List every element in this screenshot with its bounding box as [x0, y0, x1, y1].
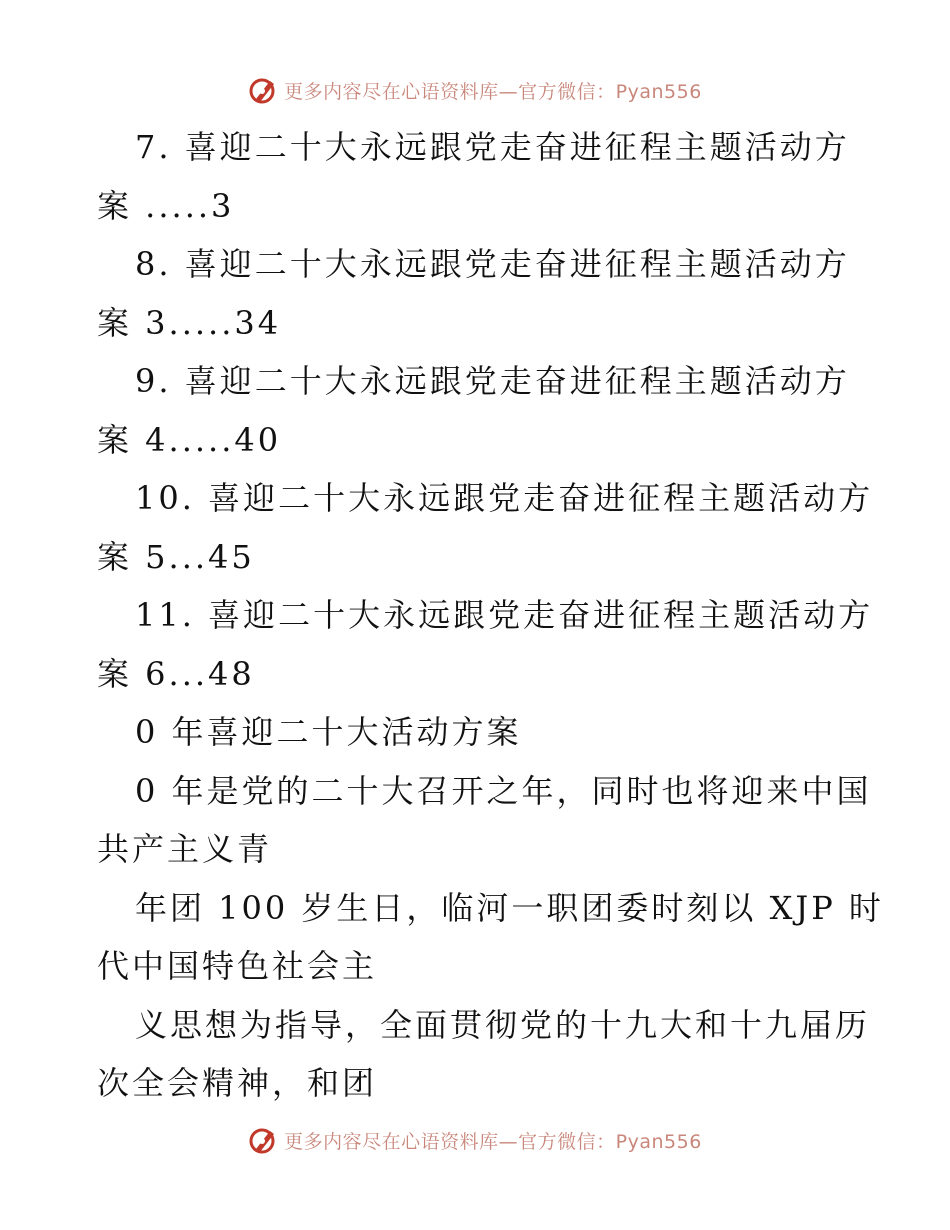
footer-banner	[0, 1120, 950, 1160]
text-line: 0 年是党的二十大召开之年，同时也将迎来中国	[135, 771, 872, 810]
pen-logo-icon	[248, 75, 278, 105]
text-line: 代中国特色社会主	[97, 947, 378, 985]
text-line: 8. 喜迎二十大永远跟党走奋进征程主题活动方	[135, 245, 850, 283]
text-line: 11. 喜迎二十大永远跟党走奋进征程主题活动方	[135, 596, 874, 634]
text-line: 年团 100 岁生日，临河一职团委时刻以 XJP 时	[135, 888, 884, 927]
pen-logo-icon	[248, 1125, 278, 1155]
text-line: 次全会精神，和团	[97, 1064, 378, 1102]
text-line: 案 3.....34	[97, 303, 282, 342]
footer-text: 更多内容尽在心语资料库—官方微信：Pyan556	[284, 1130, 702, 1153]
text-line: 共产主义青	[97, 830, 273, 868]
header-text: 更多内容尽在心语资料库—官方微信：Pyan556	[284, 80, 702, 103]
text-line: 7. 喜迎二十大永远跟党走奋进征程主题活动方	[135, 128, 850, 166]
text-line: 案 5...45	[97, 537, 255, 576]
text-line: 义思想为指导，全面贯彻党的十九大和十九届历	[135, 1005, 871, 1044]
text-line: 案 .....3	[97, 186, 235, 225]
document-body	[97, 118, 884, 1113]
header-banner	[0, 70, 950, 110]
text-line: 10. 喜迎二十大永远跟党走奋进征程主题活动方	[135, 479, 874, 517]
text-line: 9. 喜迎二十大永远跟党走奋进征程主题活动方	[135, 362, 850, 400]
text-line: 案 6...48	[97, 654, 255, 693]
text-line: 0 年喜迎二十大活动方案	[135, 713, 522, 751]
text-line: 案 4.....40	[97, 420, 282, 459]
